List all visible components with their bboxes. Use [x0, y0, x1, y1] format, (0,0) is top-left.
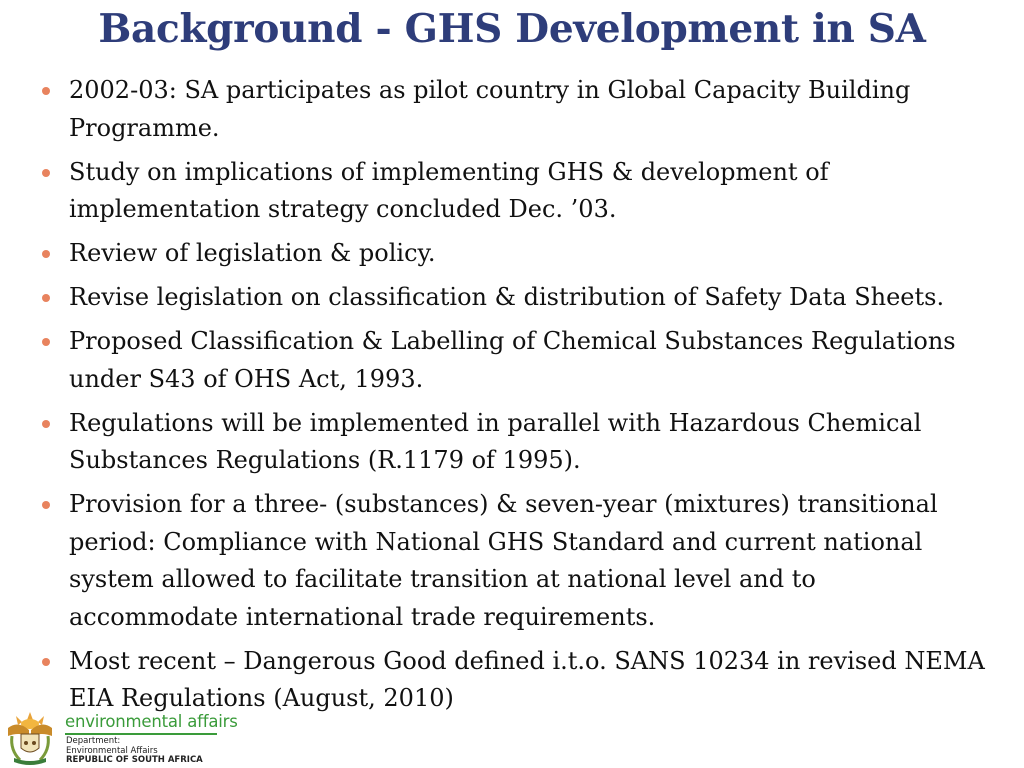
bullet-dot-icon — [42, 87, 50, 95]
department-details — [66, 737, 203, 766]
bullet-item — [40, 279, 990, 317]
bullet-text: Review of legislation & policy. — [69, 239, 436, 267]
department-logo — [2, 704, 242, 768]
bullet-text: Study on implications of implementing GHS & development of implementation strategy concluded Dec. ’03. — [69, 157, 829, 223]
country-name: REPUBLIC OF SOUTH AFRICA — [66, 755, 203, 765]
bullet-dot-icon — [42, 250, 50, 258]
bullet-text: 2002-03: SA participates as pilot country in Global Capacity Building Programme. — [69, 76, 911, 142]
slide-title: Background - GHS Development in SA — [98, 6, 926, 52]
coat-of-arms-icon — [2, 706, 58, 768]
bullet-dot-icon — [42, 420, 50, 428]
bullet-text: Provision for a three- (substances) & seven-year (mixtures) transitional period: Compliance with National GHS Standard and current national system allowed to facilitate transition at national level and to accommodate international trade requirements. — [69, 490, 938, 631]
bullet-dot-icon — [42, 658, 50, 666]
department-divider — [65, 733, 217, 735]
bullet-item — [40, 405, 990, 480]
bullet-dot-icon — [42, 338, 50, 346]
bullet-text: Proposed Classification & Labelling of Chemical Substances Regulations under S43 of OHS Act, 1993. — [69, 327, 956, 393]
bullet-item — [40, 154, 990, 229]
bullet-text: Regulations will be implemented in parallel with Hazardous Chemical Substances Regulations (R.1179 of 1995). — [69, 408, 922, 474]
bullet-dot-icon — [42, 501, 50, 509]
bullet-item — [40, 235, 990, 273]
department-name: environmental affairs — [65, 712, 238, 731]
department-full-name: Environmental Affairs — [66, 745, 158, 756]
bullet-text: Revise legislation on classification & distribution of Safety Data Sheets. — [69, 283, 945, 311]
bullet-dot-icon — [42, 169, 50, 177]
bullet-item — [40, 486, 990, 636]
bullet-dot-icon — [42, 294, 50, 302]
bullet-text: Most recent – Dangerous Good defined i.t.o. SANS 10234 in revised NEMA EIA Regulations (August, 2010) — [69, 646, 985, 712]
bullet-item — [40, 72, 990, 147]
bullet-list — [40, 72, 990, 724]
department-label: Department: — [66, 736, 121, 746]
bullet-item — [40, 323, 990, 398]
